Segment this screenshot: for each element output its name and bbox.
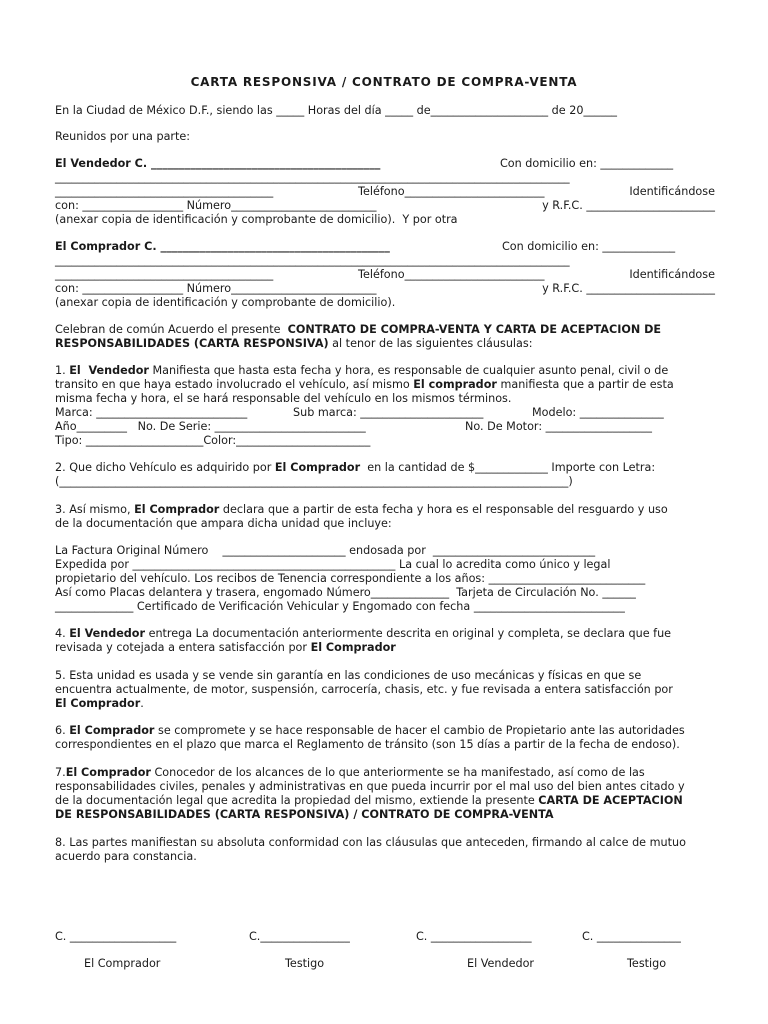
vehiculo-marca-field: Marca: ___________________________ <box>55 406 248 419</box>
comprador-anexar: (anexar copia de identificación y comprobante de domicilio). <box>55 296 396 309</box>
clausula-6-line-1 <box>55 724 715 738</box>
clausula-2-line-1 <box>55 461 715 475</box>
signature-line-testigo-1: C.________________ <box>249 930 350 943</box>
tenencia-line: propietario del vehículo. Los recibos de Tenencia correspondiente a los años: ____________________________ <box>55 572 646 585</box>
clausula-3-text-b: declara que a partir de esta fecha y hora es el responsable del resguardo y uso <box>219 503 668 516</box>
comprador-numero-field: con: __________________ Número__________________________ <box>55 282 377 295</box>
comprador-rfc-field: y R.F.C. _______________________ <box>542 282 715 295</box>
celebran-contract-title: CONTRATO DE COMPRA-VENTA Y CARTA DE ACEPTACION DE <box>287 323 662 336</box>
signature-label-testigo-2: Testigo <box>627 957 667 970</box>
vendedor-rfc-field: y R.F.C. _______________________ <box>542 199 715 212</box>
reunidos-line: Reunidos por una parte: <box>55 130 191 143</box>
vehiculo-submarca-field: Sub marca: ______________________ <box>293 406 484 419</box>
vendedor-address-field: _______________________________________ <box>55 185 274 198</box>
clausula-7-number: 7. <box>55 766 66 779</box>
clausula-1-comprador: El comprador <box>413 378 497 391</box>
signature-label-testigo-1: Testigo <box>285 957 325 970</box>
clausula-5-line-3 <box>55 697 715 711</box>
clausula-2-comprador: El Comprador <box>274 461 361 474</box>
clausula-4-text-2: revisada y cotejada a entera satisfacción por <box>55 641 311 654</box>
clausula-5-line-2: encuentra actualmente, de motor, suspensión, carrocería, chasis, etc. y fue revisada a entera satisfacción por <box>55 683 673 696</box>
comprador-domicilio: Con domicilio en: _____________ <box>502 240 676 253</box>
clausula-4-vendedor: El Vendedor <box>69 627 146 640</box>
clausula-7-text: Conocedor de los alcances de lo que anteriormente se ha manifestado, así como de las <box>150 766 645 779</box>
clausula-5-period: . <box>140 697 144 710</box>
clausula-6-line-2: correspondientes en el plazo que marca el Reglamento de tránsito (son 15 días a partir de la fecha de endoso). <box>55 738 680 751</box>
clausula-1-text-2b: manifiesta que a partir de esta <box>496 378 674 391</box>
clausula-2-text: 2. Que dicho Vehículo es adquirido por <box>55 461 275 474</box>
vehiculo-motor-field: No. De Motor: ___________________ <box>465 420 652 433</box>
clausula-1-line-1 <box>55 364 715 378</box>
vendedor-anexar: (anexar copia de identificación y comprobante de domicilio). Y por otra <box>55 213 458 226</box>
vendedor-telefono-line <box>55 185 715 199</box>
vendedor-name-field: C. _________________________________________ <box>130 157 381 170</box>
clausula-6-comprador: El Comprador <box>69 724 155 737</box>
comprador-id-line <box>55 282 715 296</box>
comprador-name-field: C. _________________________________________ <box>140 240 390 253</box>
clausula-7-line-4: DE RESPONSABILIDADES (CARTA RESPONSIVA) / CONTRATO DE COMPRA-VENTA <box>55 808 554 821</box>
verificacion-line: ______________ Certificado de Verificación Vehicular y Engomado con fecha ___________________________ <box>55 600 625 613</box>
clausula-7-carta: CARTA DE ACEPTACION <box>538 794 683 807</box>
signature-line-testigo-2: C. _______________ <box>582 930 681 943</box>
clausula-8-line-1: 8. Las partes manifiestan su absoluta conformidad con las cláusulas que anteceden, firmando al calce de mutuo <box>55 836 686 849</box>
vendedor-address-line: ____________________________________________________________________________________________ <box>55 171 570 184</box>
celebran-contract-title-2: RESPONSABILIDADES (CARTA RESPONSIVA) <box>55 337 329 350</box>
clausula-1-text-2a: transito en que haya estado involucrado el vehículo, así mismo <box>55 378 414 391</box>
clausula-5-comprador: El Comprador <box>55 697 141 710</box>
placas-line: Así como Placas delantera y trasera, engomado Número______________ Tarjeta de Circulación No. ______ <box>55 586 636 599</box>
comprador-name-line <box>55 240 715 254</box>
comprador-identificandose: Identificándose <box>629 268 715 281</box>
celebran-line-1 <box>55 323 715 337</box>
signature-line-comprador: C. ___________________ <box>55 930 177 943</box>
clausula-1-text: Manifiesta que hasta esta fecha y hora, es responsable de cualquier asunto penal, civil o de <box>148 364 669 377</box>
celebran-tenor: al tenor de las siguientes cláusulas: <box>328 337 533 350</box>
vendedor-identificandose: Identificándose <box>629 185 715 198</box>
vehiculo-serie-line <box>55 420 715 434</box>
clausula-2-importe-letra: (___________________________________________________________________________________________) <box>55 475 573 488</box>
clausula-1-number: 1. <box>55 364 70 377</box>
vendedor-domicilio: Con domicilio en: _____________ <box>500 157 674 170</box>
vendedor-id-line <box>55 199 715 213</box>
clausula-1-vendedor: El Vendedor <box>69 364 149 377</box>
clausula-7-line-3 <box>55 794 715 808</box>
clausula-5-line-1: 5. Esta unidad es usada y se vende sin garantía en las condiciones de uso mecánicas y físicas en que se <box>55 669 642 682</box>
clausula-6-number: 6. <box>55 724 70 737</box>
clausula-7-text-3: de la documentación legal que acredita la propiedad del mismo, extiende la presente <box>55 794 539 807</box>
vendedor-label: El Vendedor <box>55 157 131 170</box>
clausula-7-line-1 <box>55 766 715 780</box>
document-title: CARTA RESPONSIVA / CONTRATO DE COMPRA-VENTA <box>190 75 578 89</box>
comprador-address-line: ____________________________________________________________________________________________ <box>55 254 570 267</box>
clausula-2-cantidad: en la cantidad de $_____________ Importe con Letra: <box>360 461 656 474</box>
signature-label-vendedor: El Vendedor <box>467 957 535 970</box>
clausula-4-line-2 <box>55 641 715 655</box>
celebran-line-2 <box>55 337 715 351</box>
clausula-7-line-2: responsabilidades civiles, penales y administrativas en que pueda incurrir por el mal uso del bien antes citado y <box>55 780 685 793</box>
clausula-8-line-2: acuerdo para constancia. <box>55 850 197 863</box>
comprador-telefono-field: Teléfono_________________________ <box>358 268 545 281</box>
clausula-3-line-2: de la documentación que ampara dicha unidad que incluye: <box>55 517 392 530</box>
intro-line: En la Ciudad de México D.F., siendo las _____ Horas del día _____ de_____________________ de 20______ <box>55 104 618 117</box>
signature-line-vendedor: C. __________________ <box>416 930 532 943</box>
comprador-label: El Comprador <box>55 240 141 253</box>
vendedor-name-line <box>55 157 715 171</box>
vendedor-telefono-field: Teléfono_________________________ <box>358 185 545 198</box>
vehiculo-tipo-line: Tipo: _____________________Color:________________________ <box>55 434 371 447</box>
factura-line: La Factura Original Número ______________________ endosada por _____________________________ <box>55 544 596 557</box>
expedida-line: Expedida por _______________________________________________ La cual lo acredita como único y legal <box>55 558 611 571</box>
clausula-1-line-3: misma fecha y hora, el se hará responsable del vehículo en los mismos términos. <box>55 392 512 405</box>
vehiculo-marca-line <box>55 406 715 420</box>
clausula-4-comprador: El Comprador <box>310 641 396 654</box>
clausula-6-text: se compromete y se hace responsable de hacer el cambio de Propietario ante las autoridades <box>154 724 685 737</box>
clausula-3-text: 3. Así mismo, <box>55 503 135 516</box>
clausula-4-line-1 <box>55 627 715 641</box>
signature-label-comprador: El Comprador <box>84 957 161 970</box>
clausula-3-line-1 <box>55 503 715 517</box>
clausula-3-comprador: El Comprador <box>134 503 220 516</box>
vendedor-numero-field: con: __________________ Número__________________________ <box>55 199 377 212</box>
clausula-4-text: entrega La documentación anteriormente descrita en original y completa, se declara que fue <box>145 627 672 640</box>
vehiculo-modelo-field: Modelo: _______________ <box>532 406 664 419</box>
celebran-text: Celebran de común Acuerdo el presente <box>55 323 288 336</box>
comprador-telefono-line <box>55 268 715 282</box>
clausula-7-comprador: El Comprador <box>65 766 151 779</box>
vehiculo-anio-serie-field: Año_________ No. De Serie: ___________________________ <box>55 420 366 433</box>
clausula-4-number: 4. <box>55 627 70 640</box>
clausula-1-line-2 <box>55 378 715 392</box>
comprador-address-field: _______________________________________ <box>55 268 274 281</box>
